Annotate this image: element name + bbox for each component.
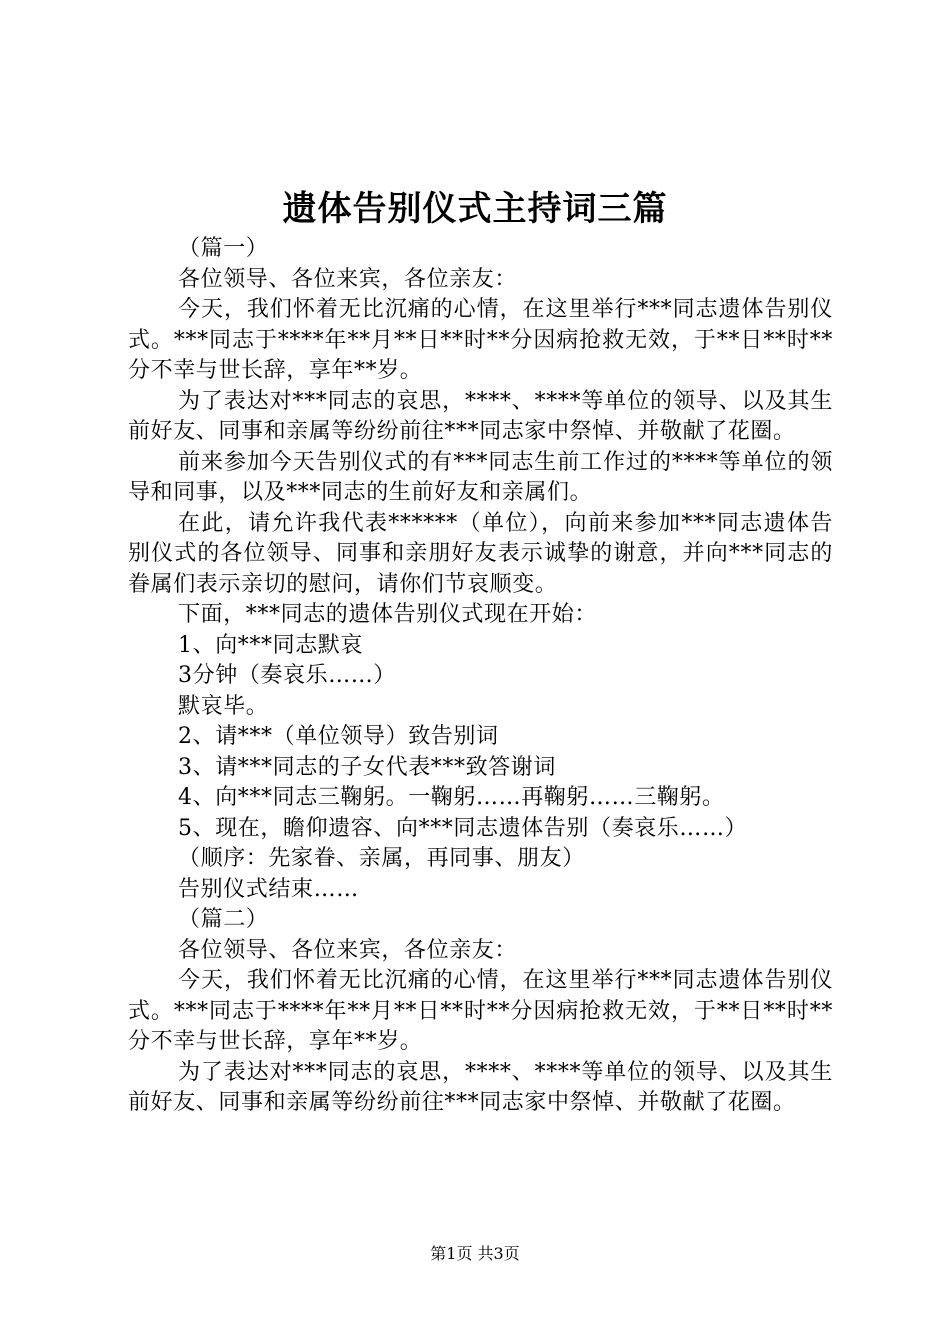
document-title: 遗体告别仪式主持词三篇	[282, 189, 668, 229]
page-number-footer: 第1页 共3页	[430, 1244, 520, 1263]
paragraph: 前来参加今天告别仪式的有***同志生前工作过的****等单位的领导和同事，以及***同志的生前好友和亲属们。	[128, 449, 833, 505]
list-item: 3分钟（奏哀乐……）	[178, 663, 396, 688]
section-heading-2: （篇二）	[178, 907, 269, 932]
salutation: 各位领导、各位来宾，各位亲友：	[178, 937, 518, 963]
list-item: 1、向***同志默哀	[178, 632, 363, 658]
list-item: 2、请***（单位领导）致告别词	[178, 724, 499, 749]
list-item: 默哀毕。	[178, 693, 269, 719]
document-body	[128, 234, 833, 1119]
paragraph: 在此，请允许我代表******（单位），向前来参加***同志遗体告别仪式的各位领导、同事和亲朋好友表示诚挚的谢意，并向***同志的眷属们表示亲切的慰问，请你们节哀顺变。	[128, 510, 833, 597]
list-item: （顺序：先家眷、亲属，再同事、朋友）	[178, 846, 585, 871]
salutation: 各位领导、各位来宾，各位亲友：	[178, 266, 518, 292]
list-item: 告别仪式结束……	[178, 876, 359, 902]
paragraph: 今天，我们怀着无比沉痛的心情，在这里举行***同志遗体告别仪式。***同志于****年**月**日**时**分因病抢救无效，于**日**时**分不幸与世长辞，享年**岁。	[128, 968, 833, 1054]
list-item: 5、现在，瞻仰遗容、向***同志遗体告别（奏哀乐……）	[178, 815, 748, 841]
section-heading-1: （篇一）	[178, 236, 269, 261]
list-item: 3、请***同志的子女代表***致答谢词	[178, 754, 556, 780]
paragraph: 下面，***同志的遗体告别仪式现在开始：	[178, 602, 598, 627]
paragraph: 为了表达对***同志的哀思，****、****等单位的领导、以及其生前好友、同事和亲属等纷纷前往***同志家中祭悼、并敬献了花圈。	[128, 388, 833, 444]
paragraph: 为了表达对***同志的哀思，****、****等单位的领导、以及其生前好友、同事和亲属等纷纷前往***同志家中祭悼、并敬献了花圈。	[128, 1059, 833, 1115]
paragraph: 今天，我们怀着无比沉痛的心情，在这里举行***同志遗体告别仪式。***同志于****年**月**日**时**分因病抢救无效，于**日**时**分不幸与世长辞，享年**岁。	[128, 297, 833, 383]
list-item: 4、向***同志三鞠躬。一鞠躬……再鞠躬……三鞠躬。	[178, 785, 725, 810]
